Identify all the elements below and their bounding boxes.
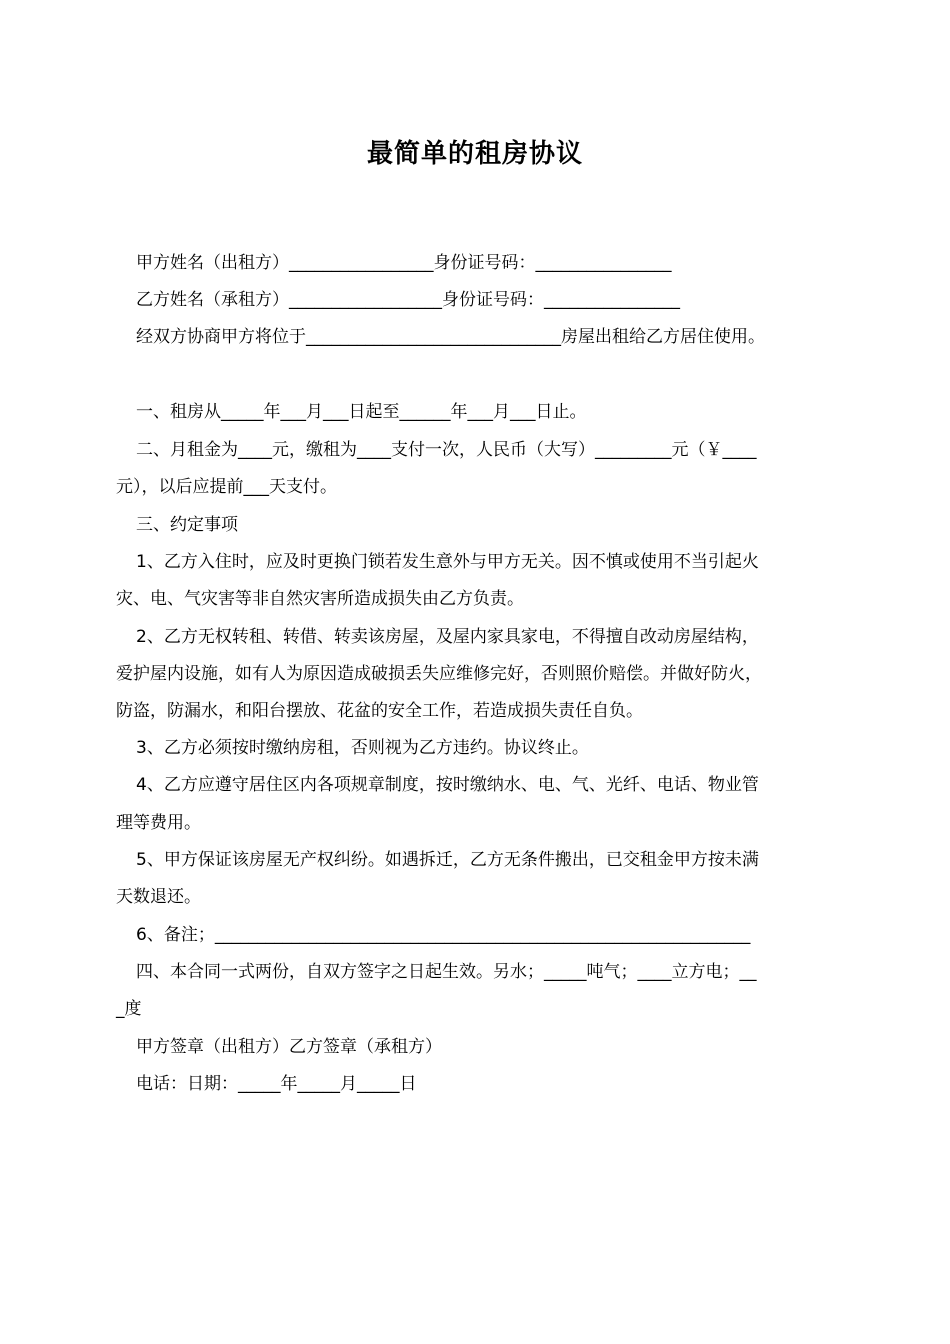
item-5-line-1: 5、甲方保证该房屋无产权纠纷。如遇拆迁，乙方无条件搬出，已交租金甲方按未满 [136,850,759,870]
phone-date-line: 电话：日期：_____年_____月_____日 [136,1074,417,1094]
clause-4-line-2: _度 [116,999,142,1019]
item-6-remarks: 6、备注；_______________________________________________________________ [136,925,751,945]
party-b-line: 乙方姓名（承租方）__________________身份证号码：________________ [136,290,680,310]
clause-1-term: 一、租房从_____年___月___日起至______年___月___日止。 [136,402,587,422]
clause-2-rent: 二、月租金为____元，缴租为____支付一次，人民币（大写）_________元（￥____ [136,440,757,460]
document-title: 最简单的租房协议 [366,139,583,169]
property-location-line: 经双方协商甲方将位于______________________________房屋出租给乙方居住使用。 [136,327,765,347]
item-4-line-1: 4、乙方应遵守居住区内各项规章制度，按时缴纳水、电、气、光纤、电话、物业管 [136,775,759,795]
item-1-line-1: 1、乙方入住时，应及时更换门锁若发生意外与甲方无关。因不慎或使用不当引起火 [136,552,759,572]
item-2-line-1: 2、乙方无权转租、转借、转卖该房屋，及屋内家具家电，不得擅自改动房屋结构， [136,627,759,647]
item-5-line-2: 天数退还。 [116,887,201,907]
item-2-line-2: 爱护屋内设施，如有人为原因造成破损丢失应维修完好，否则照价赔偿。并做好防火， [116,664,762,684]
item-1-line-2: 灾、电、气灾害等非自然灾害所造成损失由乙方负责。 [116,589,524,609]
clause-4-line-1: 四、本合同一式两份，自双方签字之日起生效。另水；_____吨气；____立方电；__ [136,962,757,982]
item-3-line-1: 3、乙方必须按时缴纳房租，否则视为乙方违约。协议终止。 [136,738,589,758]
signature-line: 甲方签章（出租方）乙方签章（承租方） [136,1037,442,1057]
item-2-line-3: 防盗，防漏水，和阳台摆放、花盆的安全工作，若造成损失责任自负。 [116,701,643,721]
clause-2-rent-cont: 元），以后应提前___天支付。 [116,477,337,497]
item-4-line-2: 理等费用。 [116,813,201,833]
clause-3-heading: 三、约定事项 [136,515,238,535]
party-a-line: 甲方姓名（出租方）_________________身份证号码：________________ [136,253,672,273]
